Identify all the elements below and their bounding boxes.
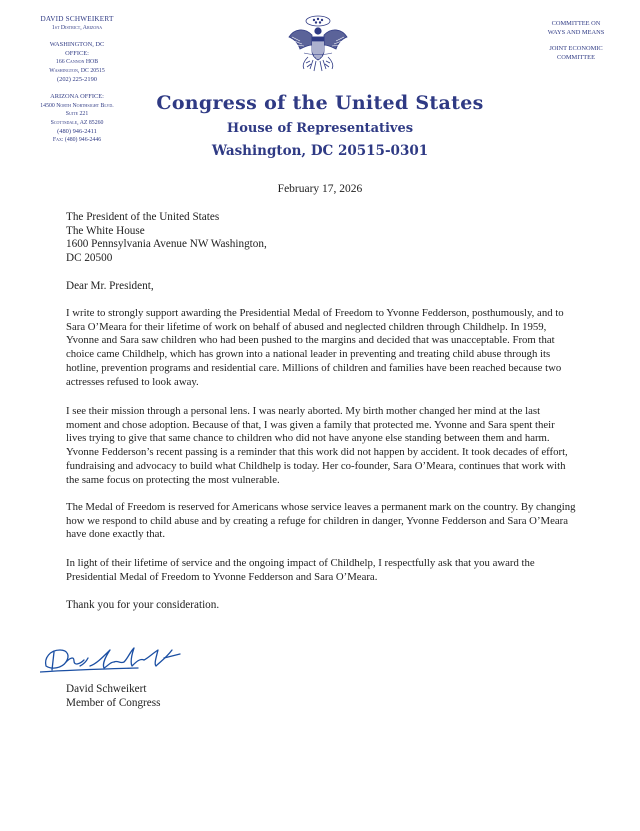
signer-block <box>66 682 160 710</box>
member-district: 1st District, Arizona <box>51 24 103 31</box>
signer-name: David Schweikert <box>66 683 147 695</box>
body-paragraph: The Medal of Freedom is reserved for Americans whose service leaves a permanent mark on the country. By changing how we respond to child abuse and by creating a refuge for children in danger, Yvonne Fedderson and Sara O’Meara have done exactly that. <box>66 501 576 541</box>
az-address-line-3: Scottsdale, AZ 85260 <box>50 119 104 126</box>
committee-joint-economic-line-1: JOINT ECONOMIC <box>549 45 603 53</box>
member-info-column <box>18 15 136 145</box>
closing-line: Thank you for your consideration. <box>66 599 220 611</box>
dc-phone: (202) 225-2190 <box>57 75 97 83</box>
signer-title: Member of Congress <box>66 697 161 709</box>
member-name: DAVID SCHWEIKERT <box>40 15 114 23</box>
recipient-line: 1600 Pennsylvania Avenue NW Washington, <box>66 238 267 251</box>
az-phone: (480) 946-2411 <box>57 127 97 135</box>
az-office-label: ARIZONA OFFICE: <box>50 93 104 101</box>
committee-column <box>530 20 622 62</box>
recipient-line: DC 20500 <box>66 252 113 265</box>
dc-office-label: WASHINGTON, DC <box>49 41 105 49</box>
salutation: Dear Mr. President, <box>66 280 154 292</box>
dc-address-line-2: Washington, DC 20515 <box>49 67 105 74</box>
letterhead-title: Congress of the United States <box>156 92 484 114</box>
body-paragraph: In light of their lifetime of service and the ongoing impact of Childhelp, I respectfully ask that you award the Presidential Medal of Freedom to Yvonne Fedderson and Sara O’Meara. <box>66 557 535 583</box>
recipient-line: The President of the United States <box>66 211 220 223</box>
az-address-line-2: Suite 221 <box>65 111 89 118</box>
body-paragraph: I write to strongly support awarding the Presidential Medal of Freedom to Yvonne Fedderson, posthumously, and to Sara O’Meara for their lifetime of work on behalf of abused and neglected children through Childhelp. In 1959, Yvonne and Sara saw children who had been pushed to the margins and decided that was unacceptable. From that choice came Childhelp, which has grown into a national leader in preventing and treating child abuse through its hotline, prevention programs and residential care. Millions of children and families have been reached because two actresses refused to look away. <box>66 307 564 388</box>
great-seal-eagle-icon <box>286 13 350 77</box>
committee-joint-economic-line-2: COMMITTEE <box>557 53 595 61</box>
recipient-address <box>66 211 267 266</box>
letterhead-city: Washington, DC 20515-0301 <box>211 143 429 159</box>
letter-date: February 17, 2026 <box>277 183 363 195</box>
handwritten-signature <box>40 636 190 676</box>
az-address-line-1: 14500 North Northsight Blvd. <box>40 102 114 109</box>
committee-ways-means-line-2: WAYS AND MEANS <box>547 28 605 36</box>
dc-address-line-1: 166 Cannon HOB <box>55 59 99 66</box>
recipient-line: The White House <box>66 224 145 237</box>
dc-office-label-2: OFFICE: <box>65 49 89 57</box>
letterhead-subtitle: House of Representatives <box>226 121 414 136</box>
committee-ways-means-line-1: COMMITTEE ON <box>551 20 601 27</box>
az-fax: Fax: (480) 946-2446 <box>52 137 102 144</box>
body-paragraph: I see their mission through a personal lens. I was nearly aborted. My birth mother changed her mind at the last moment and chose adoption. Because of that, I was given a family that protected me. Yvonne and Sara spent their lives trying to give that same chance to children who did not have anyone else standing between them and harm. Yvonne Fedderson’s recent passing is a reminder that this work did not happen by accident. It took decades of effort, fundraising and advocacy to build what Childhelp is today. Her co-founder, Sara O’Meara, continues that work with the same focus on protecting the most vulnerable. <box>66 405 568 486</box>
